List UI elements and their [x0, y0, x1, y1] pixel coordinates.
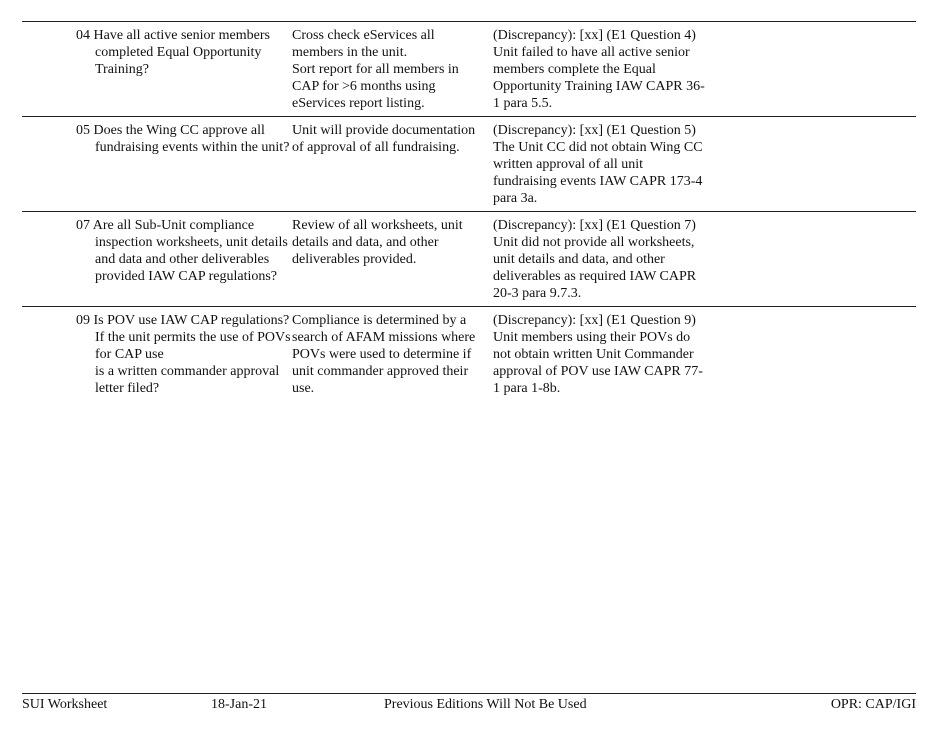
question-cell: 05 Does the Wing CC approve all fundraising events within the unit? — [76, 123, 290, 155]
guidance-cell: Compliance is determined by a search of AFAM missions where POVs were used to determine if unit commander approved their use. — [292, 313, 476, 396]
footer-date: 18-Jan-21 — [211, 697, 267, 712]
guidance-cell: Review of all worksheets, unit details and data, and other deliverables provided. — [292, 218, 463, 267]
guidance-cell: Unit will provide documentation of approval of all fundraising. — [292, 123, 476, 155]
guidance-cell: Cross check eServices all members in the unit. Sort report for all members in CAP for >6 months using eServices report listing. — [292, 28, 459, 111]
question-cell: 09 Is POV use IAW CAP regulations? If the unit permits the use of POVs for CAP use is a written commander approval letter filed? — [76, 313, 291, 396]
table-row — [22, 306, 916, 416]
table-row — [22, 21, 916, 116]
worksheet-table — [22, 21, 916, 416]
footer-opr: OPR: CAP/IGI — [830, 697, 916, 712]
page-footer — [22, 693, 916, 724]
question-cell: 07 Are all Sub-Unit compliance inspection worksheets, unit details and data and other deliverables provided IAW CAP regulations? — [76, 218, 288, 284]
footer-form-name: SUI Worksheet — [22, 697, 108, 712]
discrepancy-cell: (Discrepancy): [xx] (E1 Question 5) The Unit CC did not obtain Wing CC written approval of all unit fundraising events IAW CAPR 173-4 para 3a. — [493, 123, 703, 206]
discrepancy-cell: (Discrepancy): [xx] (E1 Question 4) Unit failed to have all active senior members complete the Equal Opportunity Training IAW CAPR 36-1 para 5.5. — [493, 28, 705, 111]
question-cell: 04 Have all active senior members completed Equal Opportunity Training? — [76, 28, 270, 77]
discrepancy-cell: (Discrepancy): [xx] (E1 Question 7) Unit did not provide all worksheets, unit details and data, and other deliverables as required IAW CAPR 20-3 para 9.7.3. — [493, 218, 697, 301]
discrepancy-cell: (Discrepancy): [xx] (E1 Question 9) Unit members using their POVs do not obtain written Unit Commander approval of POV use IAW CAPR 77-1 para 1-8b. — [493, 313, 703, 396]
footer-editions-notice: Previous Editions Will Not Be Used — [384, 697, 587, 712]
table-row — [22, 211, 916, 306]
table-row — [22, 116, 916, 211]
